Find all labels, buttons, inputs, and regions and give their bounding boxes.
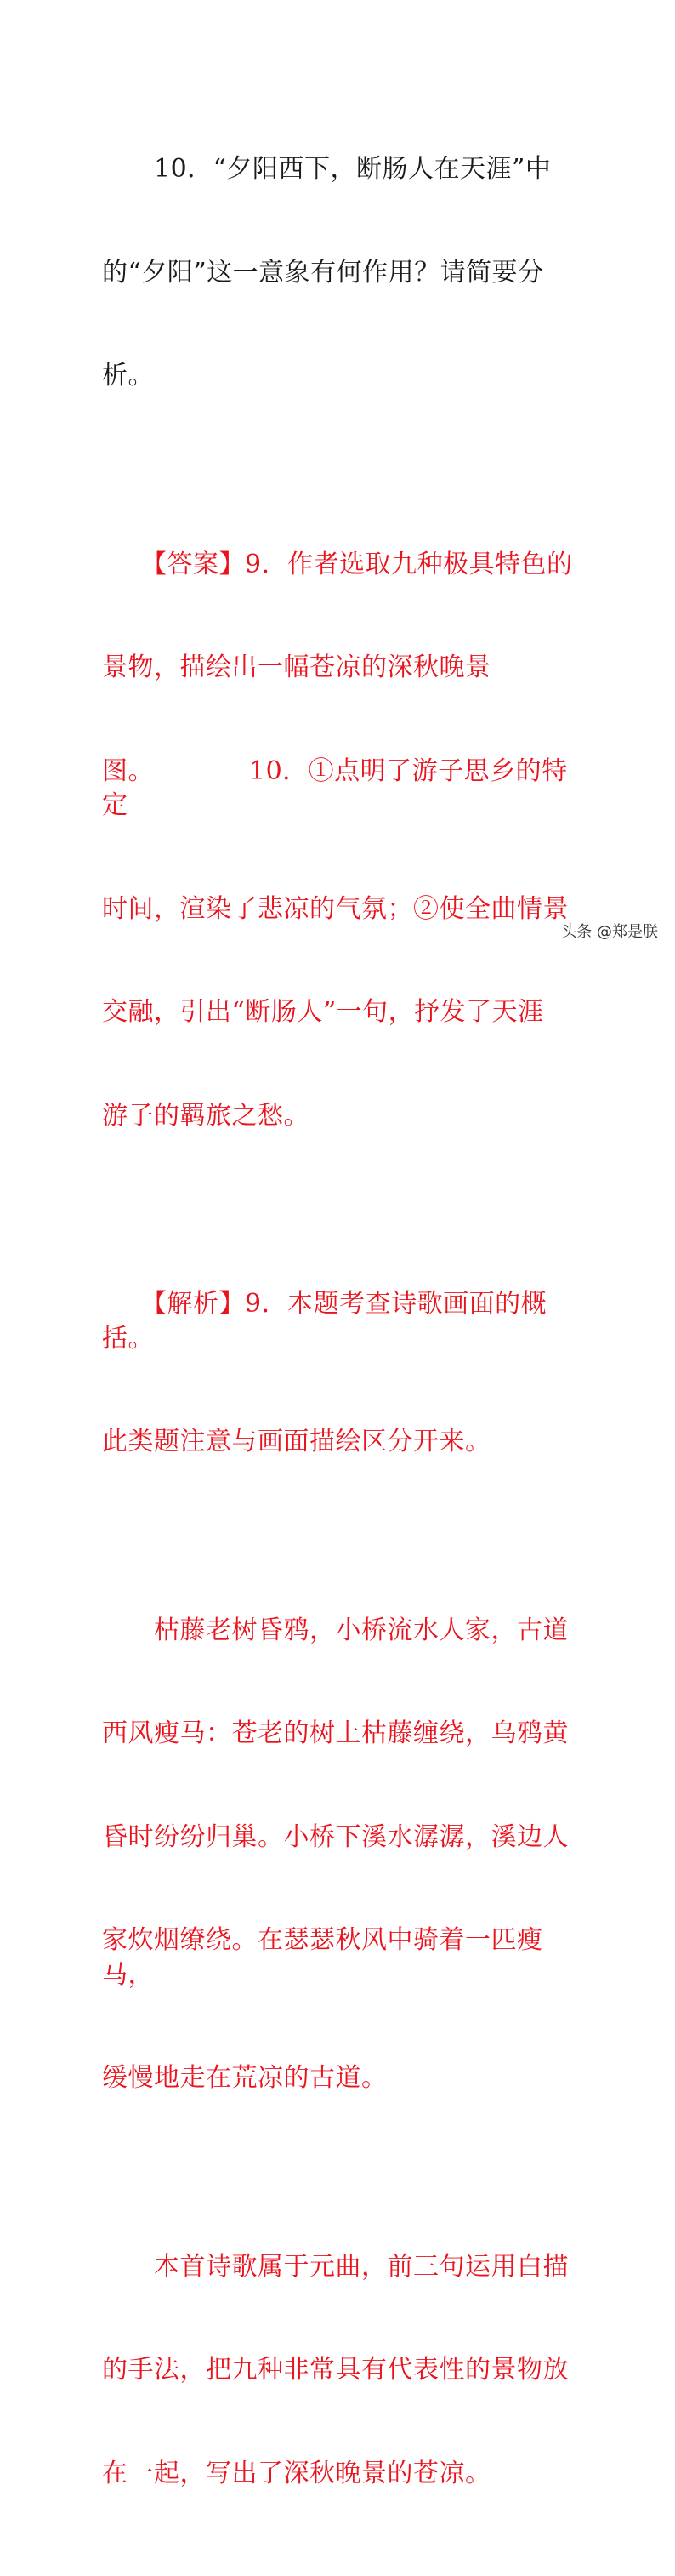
analysis-paragraph xyxy=(102,1218,575,1529)
analysis-line: 【解析】9．本题考查诗歌画面的概括。 xyxy=(102,1289,547,1354)
answer-line: 景物，描绘出一幅苍凉的深秋晚景 xyxy=(102,653,491,682)
answer-line: 【答案】9．作者选取九种极具特色的 xyxy=(102,549,573,579)
question-10-paragraph xyxy=(102,83,575,463)
imagery-line: 家炊烟缭绕。在瑟瑟秋风中骑着一匹瘦马， xyxy=(102,1925,543,1990)
answer-line: 游子的羁旅之愁。 xyxy=(102,1100,309,1131)
imagery-line: 枯藤老树昏鸦，小桥流水人家，古道 xyxy=(102,1615,569,1645)
document-page xyxy=(102,83,575,2576)
summary-paragraph xyxy=(102,2181,575,2561)
imagery-paragraph xyxy=(102,1545,575,2165)
answer-fragment: 10．①点明了游子思乡的特定 xyxy=(102,755,568,820)
analysis-line: 此类题注意与画面描绘区分开来。 xyxy=(102,1427,491,1456)
question-line: 析。 xyxy=(102,361,154,390)
question-line: 的“夕阳”这一意象有何作用？请简要分 xyxy=(102,257,544,288)
answer-line: 交融，引出“断肠人”一句，抒发了天涯 xyxy=(102,997,544,1027)
imagery-line: 西风瘦马：苍老的树上枯藤缠绕，乌鸦黄 xyxy=(102,1718,569,1748)
question-line: 10．“夕阳西下，断肠人在天涯”中 xyxy=(102,154,552,184)
summary-line: 本首诗歌属于元曲，前三句运用白描 xyxy=(102,2251,569,2282)
answer-paragraph xyxy=(102,479,575,1203)
answer-fragment: 图。 xyxy=(102,755,154,786)
answer-line: 时间，渲染了悲凉的气氛；②使全曲情景 xyxy=(102,893,569,924)
watermark-label: 头条 @郑是朕 xyxy=(561,923,658,941)
imagery-line: 缓慢地走在荒凉的古道。 xyxy=(102,2063,388,2093)
summary-line: 的手法，把九种非常具有代表性的景物放 xyxy=(102,2355,569,2385)
imagery-line: 昏时纷纷归巢。小桥下溪水潺潺，溪边人 xyxy=(102,1821,569,1852)
summary-line: 在一起，写出了深秋晚景的苍凉。 xyxy=(102,2458,491,2488)
answer-line-split xyxy=(102,755,575,824)
